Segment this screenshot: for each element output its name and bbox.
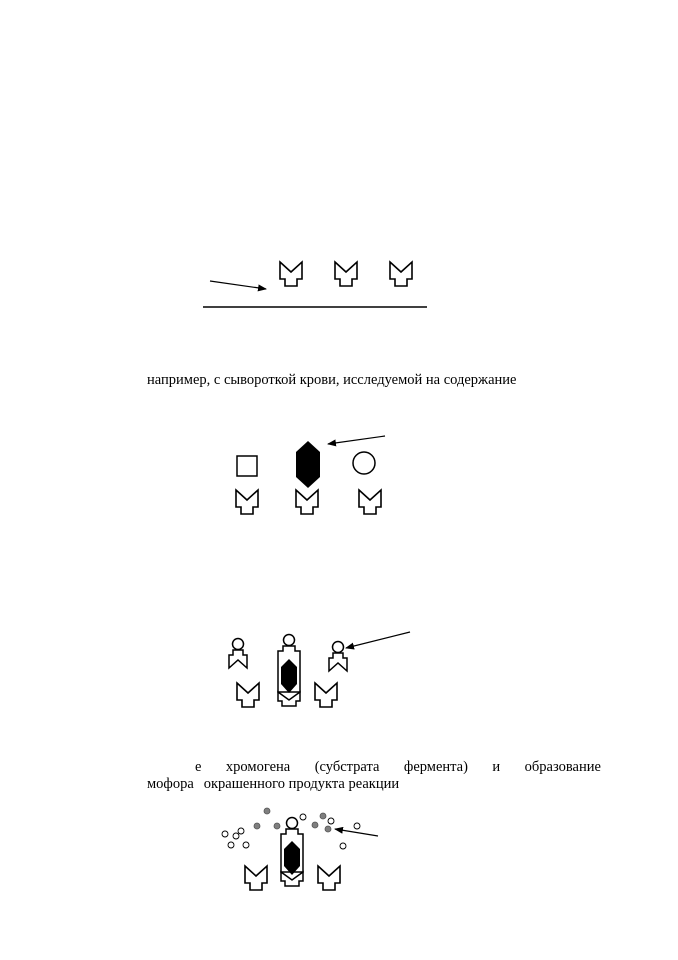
sandwich-center <box>281 818 303 887</box>
panel-substrate-reaction <box>222 808 378 890</box>
target-antigen-icon <box>296 441 320 488</box>
square-antigen-icon <box>237 456 257 476</box>
antibody-icon <box>236 490 258 514</box>
antibody-icon <box>318 866 340 890</box>
conjugate-icon <box>229 639 247 669</box>
antibody-icon <box>237 683 259 707</box>
antibody-icon <box>390 262 412 286</box>
antibody-icon <box>296 490 318 514</box>
caption-line-1: например, с сывороткой крови, исследуемой на содержание <box>147 372 517 388</box>
panel-solid-phase <box>203 262 427 307</box>
pointer-arrow <box>335 829 378 836</box>
pointer-arrow <box>328 436 385 444</box>
pointer-arrow <box>346 632 410 648</box>
circle-antigen-icon <box>353 452 375 474</box>
caption-word: образование <box>524 759 601 775</box>
caption-word: е <box>195 759 202 775</box>
antibody-icon <box>335 262 357 286</box>
pointer-arrow <box>210 281 266 289</box>
caption-word: и <box>492 759 501 775</box>
caption-fragment: окрашенного продукта реакции <box>203 776 400 792</box>
antibody-icon <box>359 490 381 514</box>
sandwich-center <box>278 635 300 707</box>
caption-fragment: мофора <box>147 776 194 792</box>
panel-conjugate-binding <box>229 632 410 707</box>
caption-word: фермента) <box>403 759 468 775</box>
caption-line-3 <box>147 776 399 793</box>
caption-word: хромогена <box>225 759 291 775</box>
antibody-icon <box>315 683 337 707</box>
panel-antigen-binding <box>236 436 385 514</box>
caption-word: (субстрата <box>314 759 380 775</box>
conjugate-icon <box>329 642 347 672</box>
caption-line-2 <box>195 759 601 776</box>
antibody-icon <box>245 866 267 890</box>
antibody-icon <box>280 262 302 286</box>
